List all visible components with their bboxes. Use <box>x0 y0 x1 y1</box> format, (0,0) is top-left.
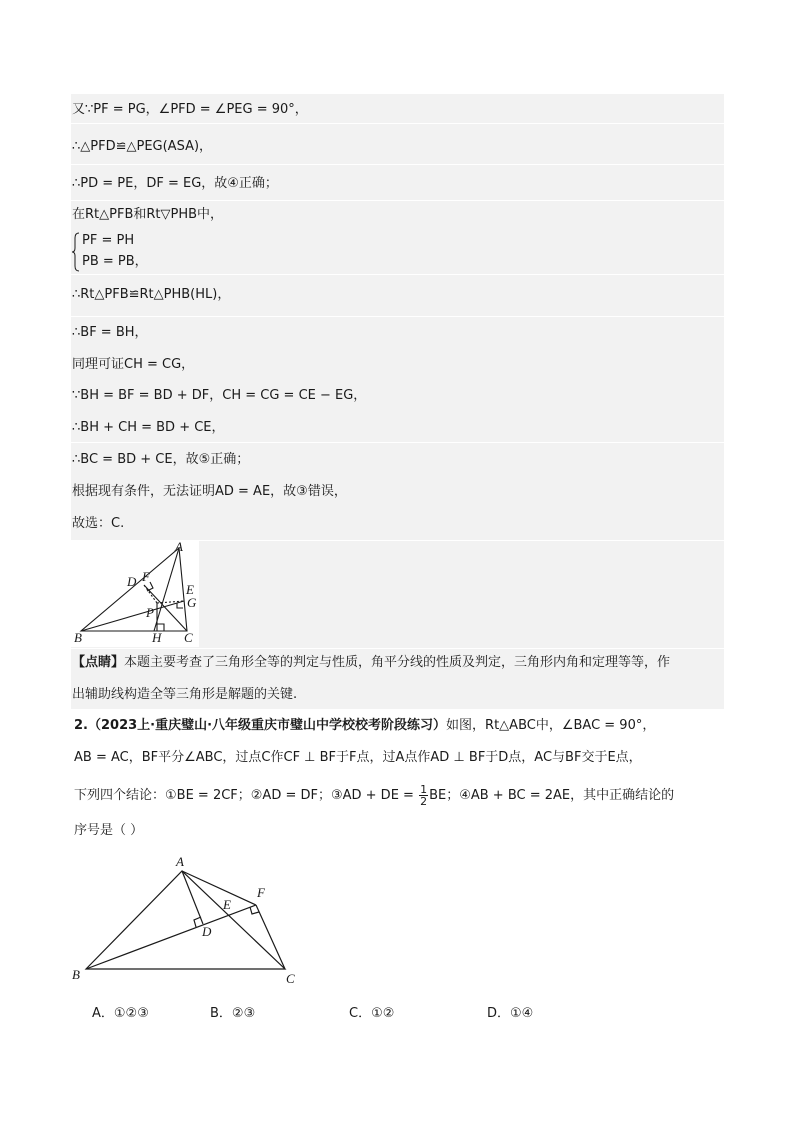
label-F: F <box>257 885 265 900</box>
solution-line-12: ∴BC = BD + CE，故⑤正确； <box>72 452 250 467</box>
label-D: D <box>202 924 212 939</box>
solution-line-4: 在Rt△PFB和Rt▽PHB中， <box>72 207 224 222</box>
divider <box>71 164 724 165</box>
label-E: E <box>186 582 194 597</box>
question-stem-3a: 下列四个结论：①BE = 2CF；②AD = DF；③AD + DE = <box>74 788 419 803</box>
label-H: H <box>152 630 162 645</box>
option-a[interactable]: A．①②③ <box>92 1006 149 1021</box>
solution-line-1: 又∵PF = PG，∠PFD = ∠PEG = 90°， <box>72 102 308 117</box>
label-D: D <box>127 574 137 589</box>
label-C: C <box>286 971 295 986</box>
question-stem-1: 如图，Rt△ABC中，∠BAC = 90°， <box>446 718 656 733</box>
system-eq-2: PB = PB， <box>82 254 148 269</box>
fraction-numerator: 1 <box>420 783 428 796</box>
question-line-4: 序号是（ ） <box>74 823 144 838</box>
label-P: P <box>146 605 154 620</box>
question-line-1 <box>74 717 655 735</box>
fraction-denominator: 2 <box>420 795 428 808</box>
question-stem-3b: BE；④AB + BC = 2AE，其中正确结论的 <box>429 788 675 803</box>
question-number: 2. <box>74 718 88 733</box>
divider <box>71 648 724 649</box>
solution-line-3: ∴PD = PE，DF = EG，故④正确； <box>72 176 278 191</box>
label-C: C <box>184 630 193 645</box>
divider <box>71 316 724 317</box>
option-d[interactable]: D．①④ <box>487 1006 534 1021</box>
option-c[interactable]: C．①② <box>349 1006 395 1021</box>
solution-line-2: ∴△PFD≌△PEG(ASA)， <box>72 139 213 154</box>
comment-line-1 <box>72 654 670 672</box>
solution-line-9: 同理可证CH = CG， <box>72 357 195 372</box>
solution-line-14: 故选：C. <box>72 516 125 531</box>
divider <box>71 274 724 275</box>
label-A: A <box>175 541 183 554</box>
comment-text-1: 本题主要考查了三角形全等的判定与性质，角平分线的性质及判定，三角形内角和定理等等，作 <box>124 655 671 670</box>
figure-1-diagram <box>71 541 199 647</box>
label-F: F <box>142 569 150 584</box>
fraction-half <box>419 784 428 807</box>
question-source: （2023上·重庆璧山·八年级重庆市璧山中学校校考阶段练习） <box>87 718 447 733</box>
solution-line-13: 根据现有条件，无法证明AD = AE，故③错误， <box>72 484 347 499</box>
comment-line-2: 出辅助线构造全等三角形是解题的关键. <box>72 687 298 702</box>
figure-2-diagram <box>68 852 304 988</box>
divider <box>71 442 724 443</box>
solution-line-7: ∴Rt△PFB≌Rt△PHB(HL)， <box>72 287 231 302</box>
label-A: A <box>176 854 184 869</box>
solution-line-10: ∵BH = BF = BD + DF，CH = CG = CE − EG， <box>72 388 367 403</box>
comment-label: 【点睛】 <box>72 655 125 670</box>
label-B: B <box>72 967 80 982</box>
question-line-2: AB = AC，BF平分∠ABC，过点C作CF ⊥ BF于F点，过A点作AD ⊥ BF于D点，AC与BF交于E点， <box>74 750 642 765</box>
label-E: E <box>223 897 231 912</box>
label-G: G <box>187 595 197 610</box>
divider <box>71 123 724 124</box>
option-b[interactable]: B．②③ <box>210 1006 256 1021</box>
divider <box>71 200 724 201</box>
system-eq-1: PF = PH <box>82 233 135 248</box>
solution-line-8: ∴BF = BH， <box>72 325 148 340</box>
solution-line-11: ∴BH + CH = BD + CE， <box>72 420 225 435</box>
label-B: B <box>74 630 82 645</box>
question-line-3 <box>74 783 674 809</box>
brace-icon <box>72 232 80 272</box>
